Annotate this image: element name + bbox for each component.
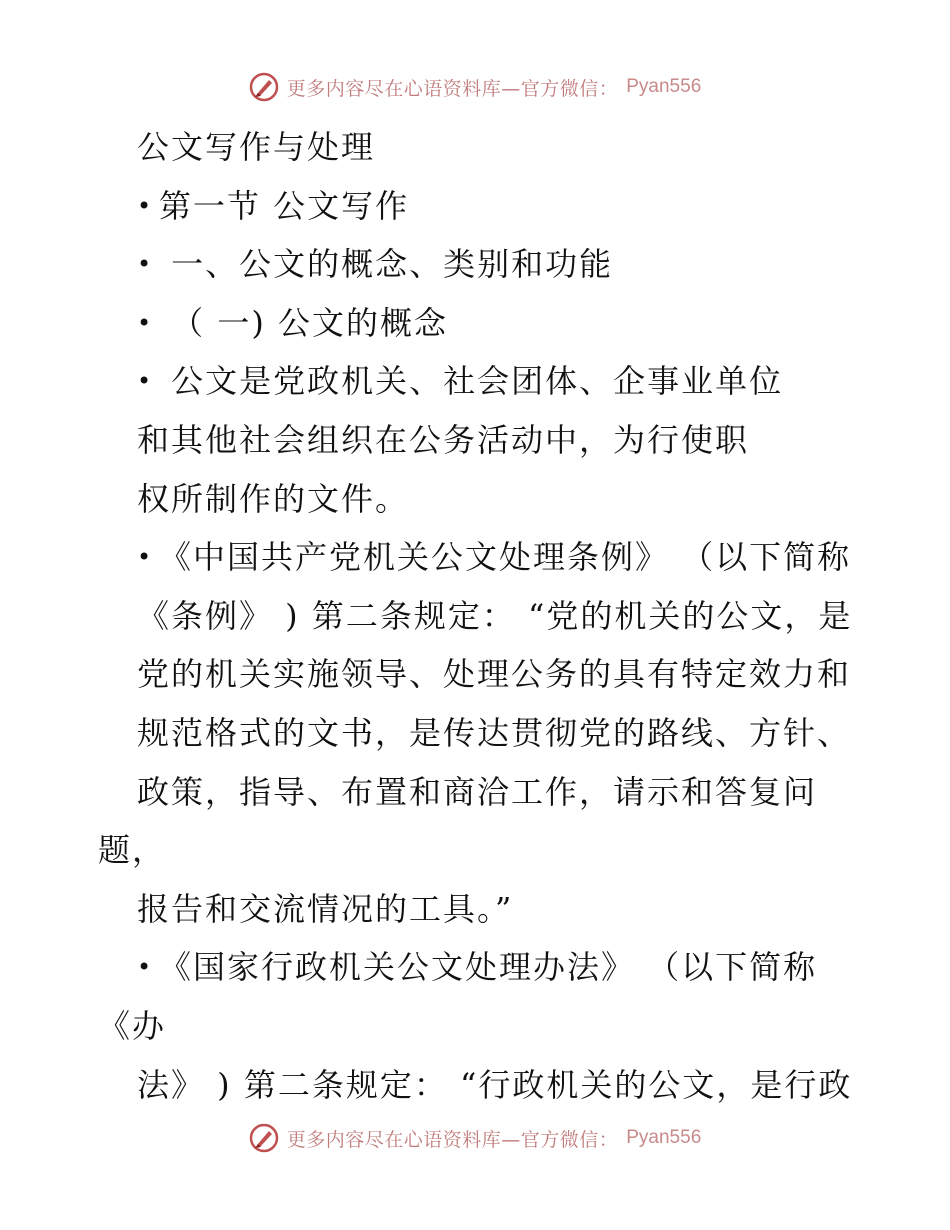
line-text: 公文是党政机关、社会团体、企事业单位 <box>159 362 784 401</box>
watermark-id: Pyan556 <box>626 1127 702 1148</box>
pen-logo-icon <box>249 72 279 102</box>
pen-logo-icon <box>249 1123 279 1153</box>
text-line: 权所制作的文件。 <box>137 479 410 518</box>
line-text: （ 一) 公文的概念 <box>159 303 449 342</box>
document-body <box>0 118 950 1114</box>
line-text: 第一节 公文写作 <box>159 186 410 225</box>
bullet-mark: • <box>137 367 154 396</box>
watermark-id: Pyan556 <box>626 76 702 97</box>
footer-watermark <box>0 1123 950 1153</box>
text-line: 和其他社会组织在公务活动中，为行使职 <box>137 420 750 459</box>
bullet-mark: • <box>137 543 154 572</box>
text-line: 题， <box>98 831 167 870</box>
watermark-text: 更多内容尽在心语资料库—官方微信： <box>286 1128 619 1151</box>
doc-title: 公文写作与处理 <box>137 128 376 166</box>
watermark-text: 更多内容尽在心语资料库—官方微信： <box>286 77 619 100</box>
bullet-line <box>0 235 950 294</box>
bullet-line <box>0 352 950 411</box>
bullet-mark: • <box>137 191 154 220</box>
bullet-line <box>0 294 950 353</box>
header-watermark <box>0 72 950 102</box>
bullet-line <box>0 177 950 236</box>
line-text: 《国家行政机关公文处理办法》 （以下简称 <box>159 948 818 987</box>
bullet-mark: • <box>137 953 154 982</box>
text-line: 报告和交流情况的工具。” <box>137 889 514 928</box>
text-line: 《条例》 ) 第二条规定： “党的机关的公文，是 <box>137 596 853 635</box>
text-line: 政策，指导、布置和商洽工作，请示和答复问 <box>137 772 818 811</box>
line-text: 《中国共产党机关公文处理条例》 （以下简称 <box>159 538 852 577</box>
text-line: 《办 <box>98 1006 167 1045</box>
text-line: 党的机关实施领导、处理公务的具有特定效力和 <box>137 655 852 694</box>
bullet-mark: • <box>137 308 154 337</box>
bullet-mark: • <box>137 250 154 279</box>
text-line: 法》 ) 第二条规定： “行政机关的公文，是行政 <box>137 1065 853 1104</box>
bullet-line <box>0 528 950 587</box>
bullet-line <box>0 938 950 997</box>
text-line: 规范格式的文书，是传达贯彻党的路线、方针、 <box>137 713 852 752</box>
line-text: 一、公文的概念、类别和功能 <box>159 245 614 284</box>
